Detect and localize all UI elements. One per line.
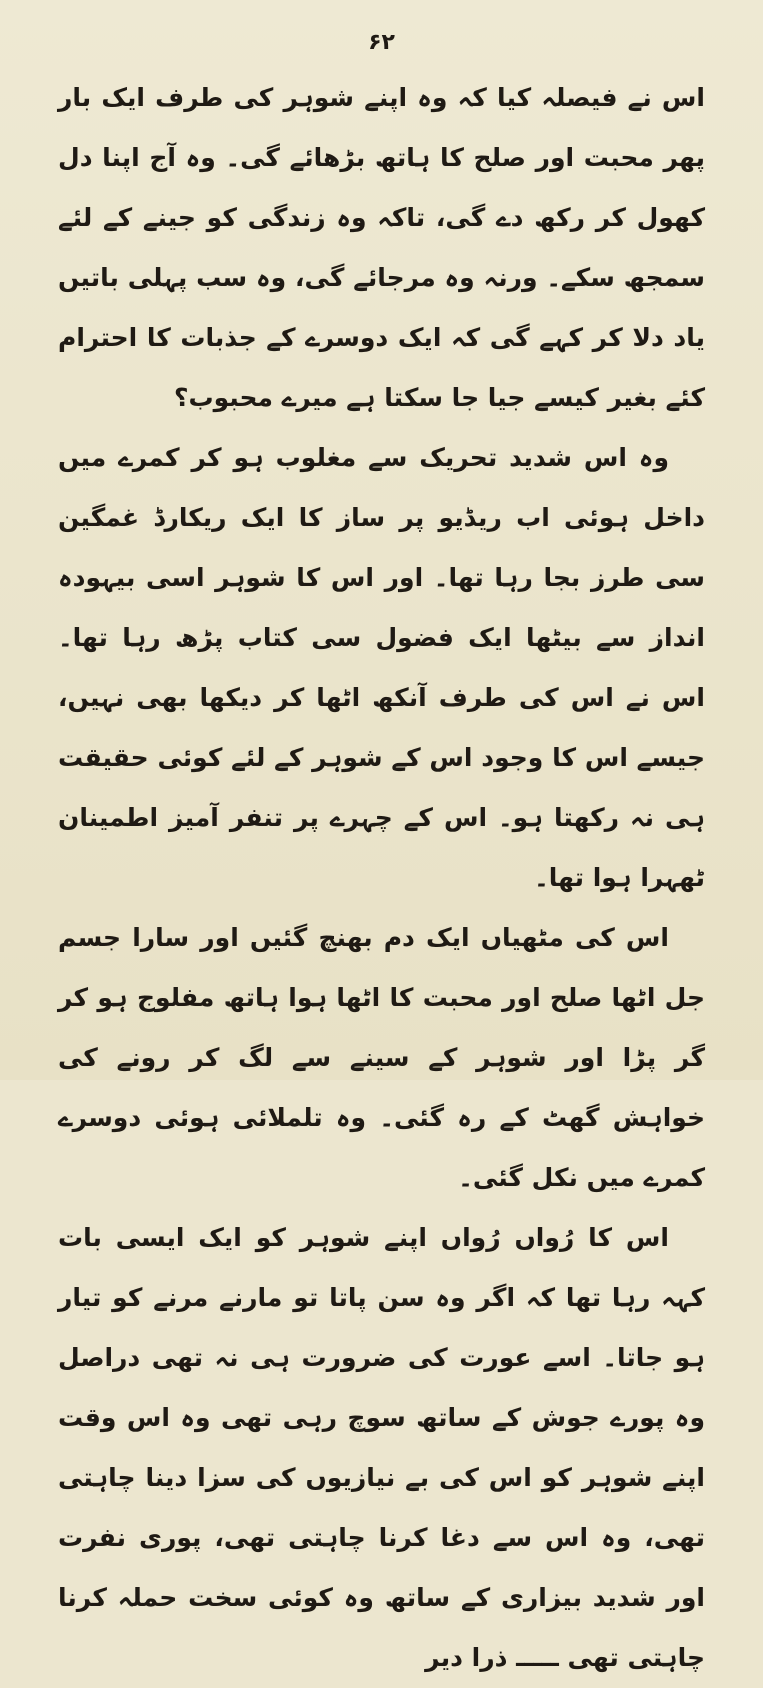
paragraph: اس کی مٹھیاں ایک دم بھنچ گئیں اور سارا جسم جل اٹھا صلح اور محبت کا اٹھا ہوا ہاتھ مفلوج ہو کر گر پڑا اور شوہر کے سینے سے لگ کر رونے کی خواہش گھٹ کے رہ گئی۔ وہ تلملائی ہوئی دوسرے کمرے میں نکل گئی۔ bbox=[58, 923, 705, 1192]
paragraph: اس نے فیصلہ کیا کہ وہ اپنے شوہر کی طرف ایک بار پھر محبت اور صلح کا ہاتھ بڑھائے گی۔ وہ آج اپنا دل کھول کر رکھ دے گی، تاکہ وہ زندگی کو جینے کے لئے سمجھ سکے۔ ورنہ وہ مرجائے گی، وہ سب پہلی باتیں یاد دلا کر کہے گی کہ ایک دوسرے کے جذبات کا احترام کئے بغیر کیسے جیا جا سکتا ہے میرے محبوب؟ bbox=[58, 83, 706, 412]
paragraph: وہ اس شدید تحریک سے مغلوب ہو کر کمرے میں داخل ہوئی اب ریڈیو پر ساز کا ایک ریکارڈ غمگین سی طرز بجا رہا تھا۔ اور اس کا شوہر اسی بیہودہ انداز سے بیٹھا ایک فضول سی کتاب پڑھ رہا تھا۔ اس نے اس کی طرف آنکھ اٹھا کر دیکھا بھی نہیں، جیسے اس کا وجود اس کے شوہر کے لئے کوئی حقیقت ہی نہ رکھتا ہو۔ اس کے چہرے پر تنفر آمیز اطمینان ٹھہرا ہوا تھا۔ bbox=[58, 443, 705, 892]
page-number: ۶۲ bbox=[368, 30, 395, 55]
body-text bbox=[58, 68, 705, 1688]
paragraph: اس کا رُواں رُواں اپنے شوہر کو ایک ایسی بات کہہ رہا تھا کہ اگر وہ سن پاتا تو مارنے مرنے کو تیار ہو جاتا۔ اسے عورت کی ضرورت ہی نہ تھی دراصل وہ پورے جوش کے ساتھ سوچ رہی تھی وہ اس وقت اپنے شوہر کو اس کی بے نیازیوں کی سزا دینا چاہتی تھی، وہ اس سے دغا کرنا چاہتی تھی، پوری نفرت اور شدید بیزاری کے ساتھ وہ کوئی سخت حملہ کرنا چاہتی تھی ـــــ ذرا دیر bbox=[58, 1223, 705, 1672]
